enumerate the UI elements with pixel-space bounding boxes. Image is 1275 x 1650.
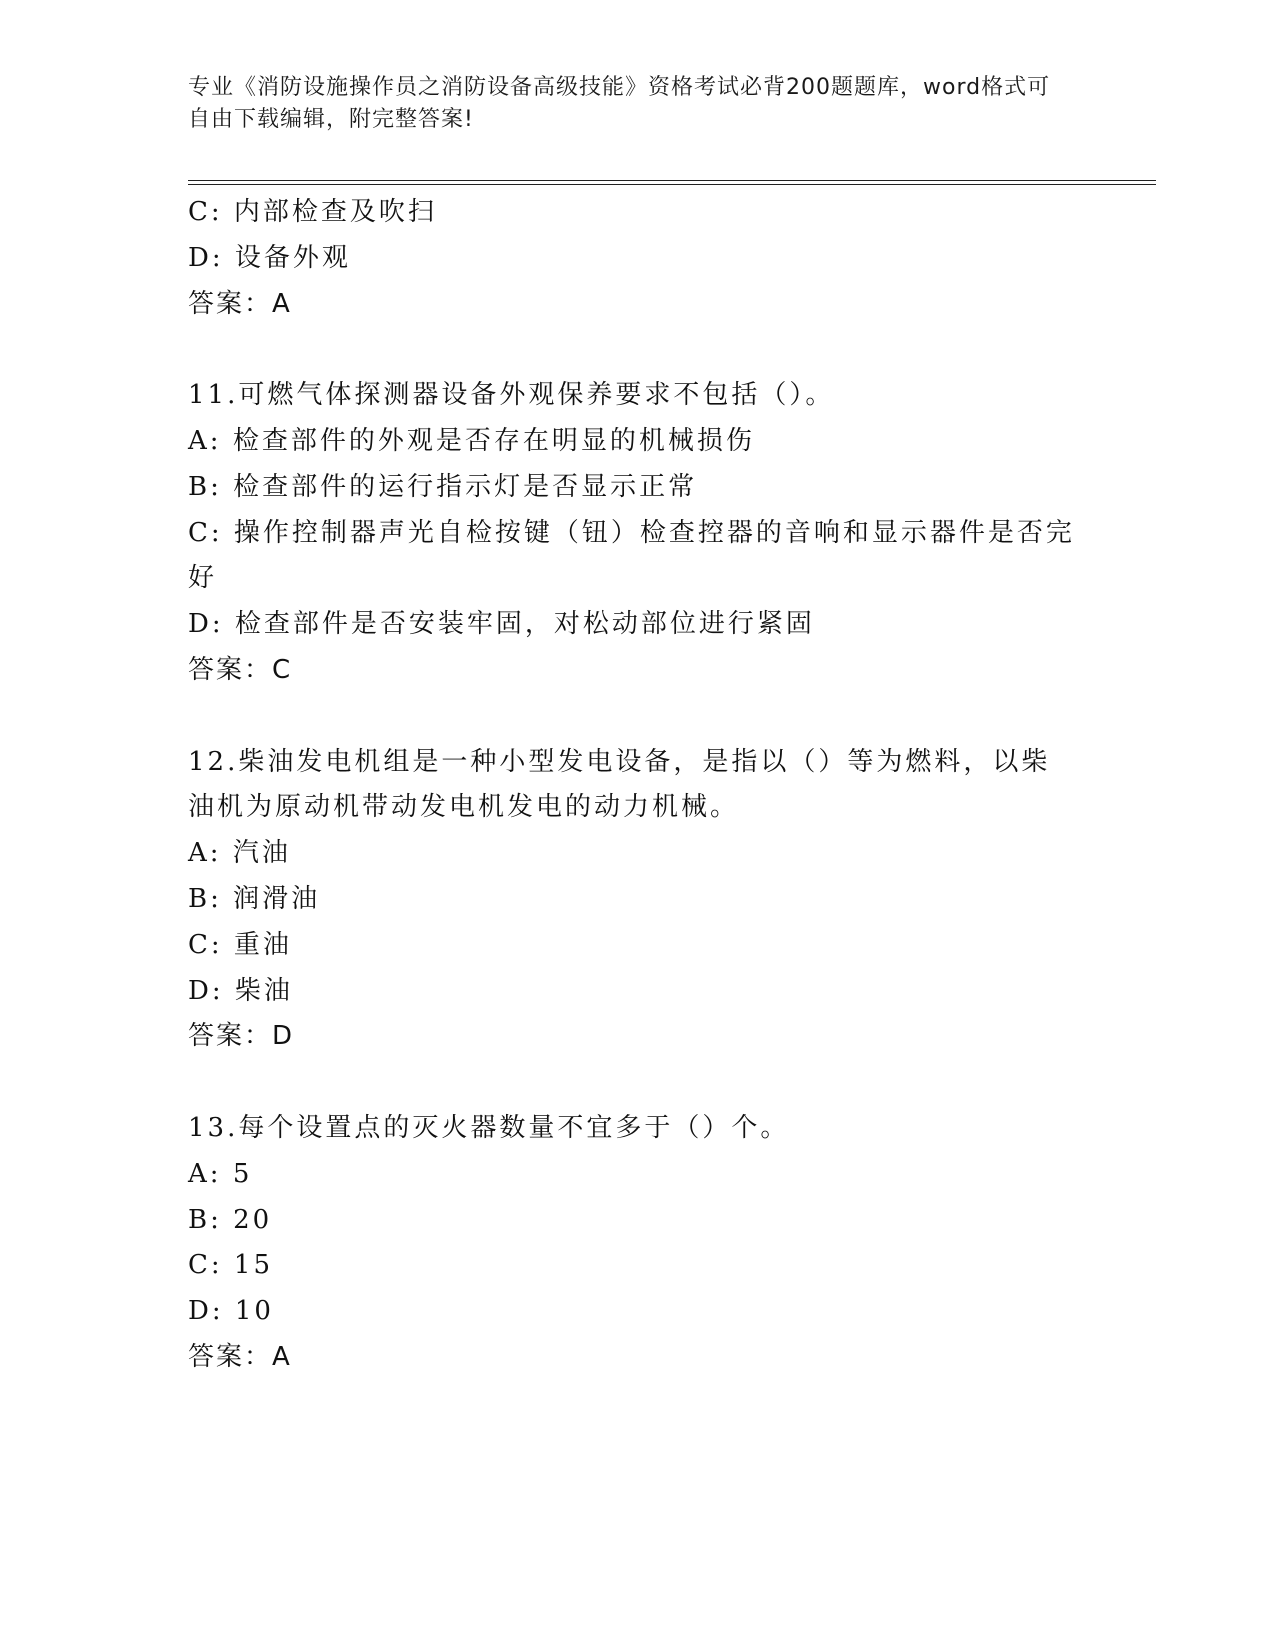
option-d [188,602,1078,648]
option-label: C: [188,929,223,960]
option-b [188,877,1078,923]
question-stem: 12.柴油发电机组是一种小型发电设备，是指以（）等为燃料，以柴油机为原动机带动发电机发电的动力机械。 [188,746,1051,823]
spacer [188,694,1078,740]
spacer [188,327,1078,373]
option-a [188,419,1078,465]
answer-line: 答案：D [188,1021,295,1052]
question-13 [188,1106,1078,1381]
option-label: A: [188,838,222,869]
question-11 [188,373,1078,694]
option-text: 检查部件是否安装牢固，对松动部位进行紧固 [234,609,815,640]
option-label: D: [188,975,224,1006]
option-c [188,511,1078,603]
option-c [188,1243,1078,1289]
option-label: D: [188,242,224,273]
option-label: A: [188,1158,222,1189]
option-c [188,923,1078,969]
header-rule-bottom [188,184,1156,185]
question-content [188,190,1078,1381]
option-d [188,1289,1078,1335]
option-label: D: [188,1296,224,1327]
answer-line: 答案：C [188,654,293,685]
option-label: A: [188,425,222,456]
question-12 [188,740,1078,1061]
option-text: 重油 [233,929,292,960]
document-header: 专业《消防设施操作员之消防设备高级技能》资格考试必背200题题库，word格式可自由下载编辑，附完整答案! [188,75,1051,132]
option-text: 20 [233,1204,273,1235]
option-text: 柴油 [234,975,293,1006]
option-text: 5 [232,1158,253,1189]
option-text: 设备外观 [234,242,351,273]
option-label: C: [188,197,223,227]
option-label: B: [188,471,222,502]
option-a [188,1152,1078,1198]
option-text: 操作控制器声光自检按键（钮）检查控器的音响和显示器件是否完好 [188,517,1075,594]
option-label: B: [188,883,222,914]
option-d [188,236,1078,282]
option-b [188,1198,1078,1244]
option-text: 检查部件的运行指示灯是否显示正常 [233,471,698,502]
option-c [188,190,1078,236]
option-a [188,831,1078,877]
question-stem: 11.可燃气体探测器设备外观保养要求不包括（）。 [188,380,835,411]
spacer [188,1060,1078,1106]
prev-question [188,190,1078,327]
option-text: 15 [233,1250,274,1281]
option-d [188,969,1078,1015]
option-text: 润滑油 [233,883,321,914]
question-stem: 13.每个设置点的灭火器数量不宜多于（）个。 [188,1112,790,1143]
answer-line: 答案：A [188,1341,292,1372]
option-label: B: [188,1204,222,1235]
option-label: C: [188,1250,223,1281]
option-text: 内部检查及吹扫 [233,197,437,227]
answer-line: 答案：A [188,288,292,319]
header-rule-top [188,180,1156,181]
option-text: 10 [234,1296,274,1327]
option-b [188,465,1078,511]
option-label: C: [188,517,223,548]
option-label: D: [188,609,224,640]
option-text: 检查部件的外观是否存在明显的机械损伤 [232,425,755,456]
option-text: 汽油 [232,838,291,869]
